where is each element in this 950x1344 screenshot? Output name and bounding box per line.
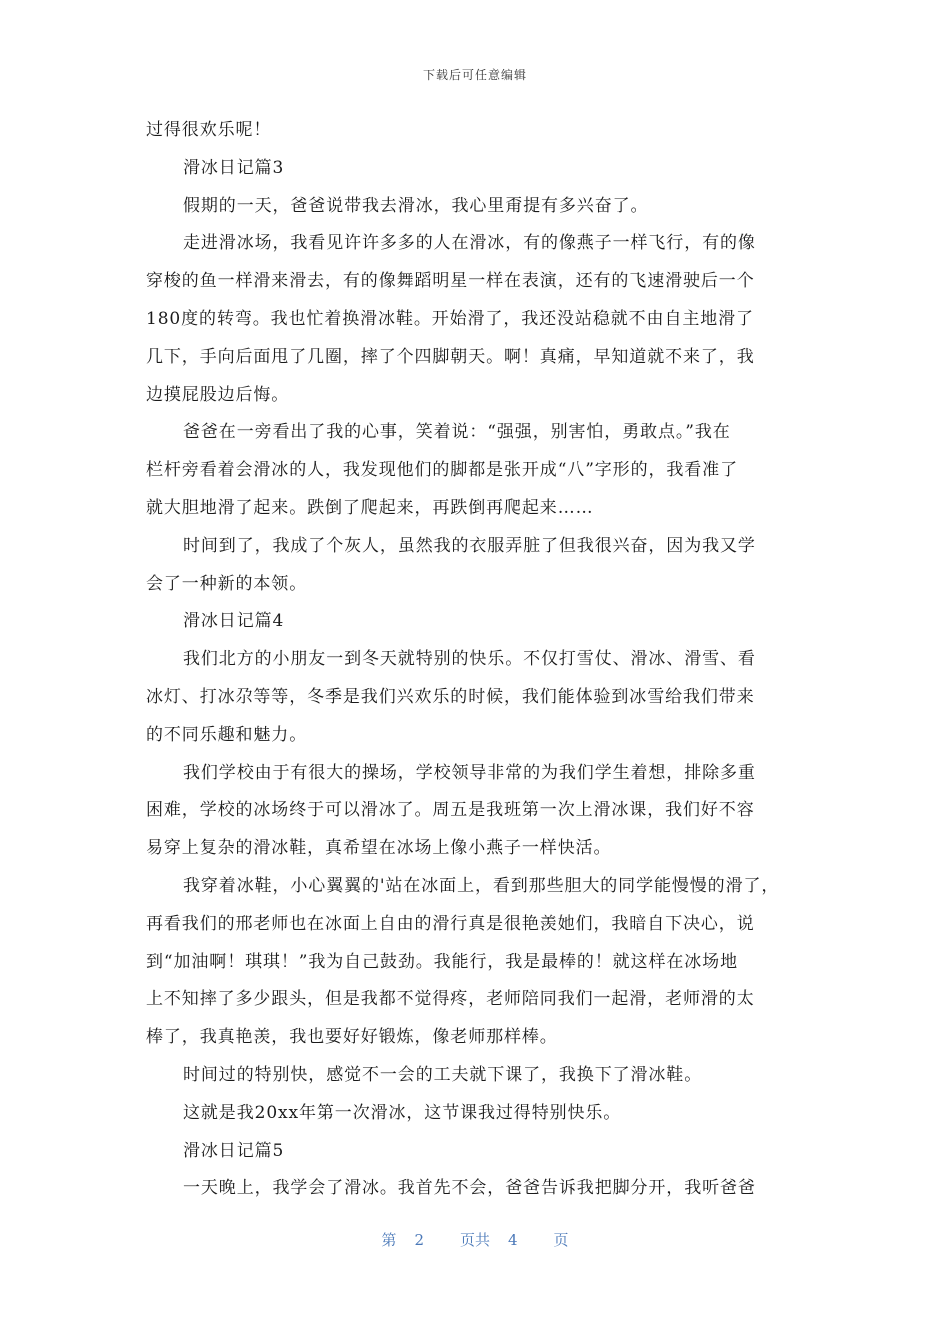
text-line: 再看我们的邢老师也在冰面上自由的滑行真是很艳羡她们，我暗自下决心，说 (146, 913, 755, 934)
text-line: 易穿上复杂的滑冰鞋，真希望在冰场上像小燕子一样快活。 (146, 838, 612, 859)
text-line: 到“加油啊！琪琪！”我为自己鼓劲。我能行，我是最棒的！就这样在冰场地 (146, 951, 738, 972)
text-line: 时间过的特别快，感觉不一会的工夫就下课了，我换下了滑冰鞋。 (183, 1064, 703, 1085)
text-line: 几下，手向后面甩了几圈，摔了个四脚朝天。啊！真痛，早知道就不来了，我 (146, 346, 755, 367)
text-line: 180度的转弯。我也忙着换滑冰鞋。开始滑了，我还没站稳就不由自主地滑了 (146, 308, 754, 329)
text-line: 就大胆地滑了起来。跌倒了爬起来，再跌倒再爬起来…… (146, 497, 594, 518)
text-line: 穿梭的鱼一样滑来滑去，有的像舞蹈明星一样在表演，还有的飞速滑驶后一个 (146, 271, 755, 292)
text-line: 滑冰日记篇4 (183, 611, 285, 632)
text-line: 的不同乐趣和魅力。 (146, 724, 308, 745)
text-line: 冰灯、打冰尕等等，冬季是我们兴欢乐的时候，我们能体验到冰雪给我们带来 (146, 686, 755, 707)
footer-total-pages: 4 (508, 1231, 518, 1249)
text-line: 滑冰日记篇3 (183, 157, 285, 178)
text-line: 一天晚上，我学会了滑冰。我首先不会，爸爸告诉我把脚分开，我听爸爸 (183, 1178, 756, 1199)
text-line: 会了一种新的本领。 (146, 573, 308, 594)
text-line: 滑冰日记篇5 (183, 1140, 285, 1161)
footer-current-page: 2 (414, 1231, 424, 1249)
footer-prefix: 第 (381, 1231, 397, 1249)
text-line: 困难，学校的冰场终于可以滑冰了。周五是我班第一次上滑冰课，我们好不容 (146, 800, 755, 821)
text-line: 过得很欢乐呢！ (146, 120, 272, 140)
text-line: 假期的一天，爸爸说带我去滑冰，我心里甭提有多兴奋了。 (183, 195, 649, 216)
text-line: 时间到了，我成了个灰人，虽然我的衣服弄脏了但我很兴奋，因为我又学 (183, 535, 756, 556)
page-footer (0, 1229, 950, 1250)
page-header: 下载后可任意编辑 (422, 68, 527, 82)
text-line: 棒了，我真艳羡，我也要好好锻炼，像老师那样棒。 (146, 1027, 558, 1048)
text-line: 走进滑冰场，我看见许许多多的人在滑冰，有的像燕子一样飞行，有的像 (183, 233, 756, 254)
text-line: 上不知摔了多少跟头，但是我都不觉得疼，老师陪同我们一起滑，老师滑的太 (146, 989, 755, 1010)
document-body (146, 112, 808, 1208)
text-line: 这就是我20xx年第一次滑冰，这节课我过得特别快乐。 (183, 1102, 622, 1123)
text-line: 边摸屁股边后悔。 (146, 384, 290, 405)
text-line: 我们北方的小朋友一到冬天就特别的快乐。不仅打雪仗、滑冰、滑雪、看 (183, 649, 756, 670)
text-line: 栏杆旁看着会滑冰的人，我发现他们的脚都是张开成“八”字形的，我看准了 (146, 460, 738, 481)
text-line: 爸爸在一旁看出了我的心事，笑着说：“强强，别害怕，勇敢点。”我在 (183, 422, 731, 443)
text-line: 我们学校由于有很大的操场，学校领导非常的为我们学生着想，排除多重 (183, 762, 756, 783)
footer-middle: 页共 (459, 1231, 490, 1249)
footer-suffix: 页 (553, 1231, 569, 1249)
text-line: 我穿着冰鞋，小心翼翼的'站在冰面上，看到那些胆大的同学能慢慢的滑了， (183, 875, 780, 896)
